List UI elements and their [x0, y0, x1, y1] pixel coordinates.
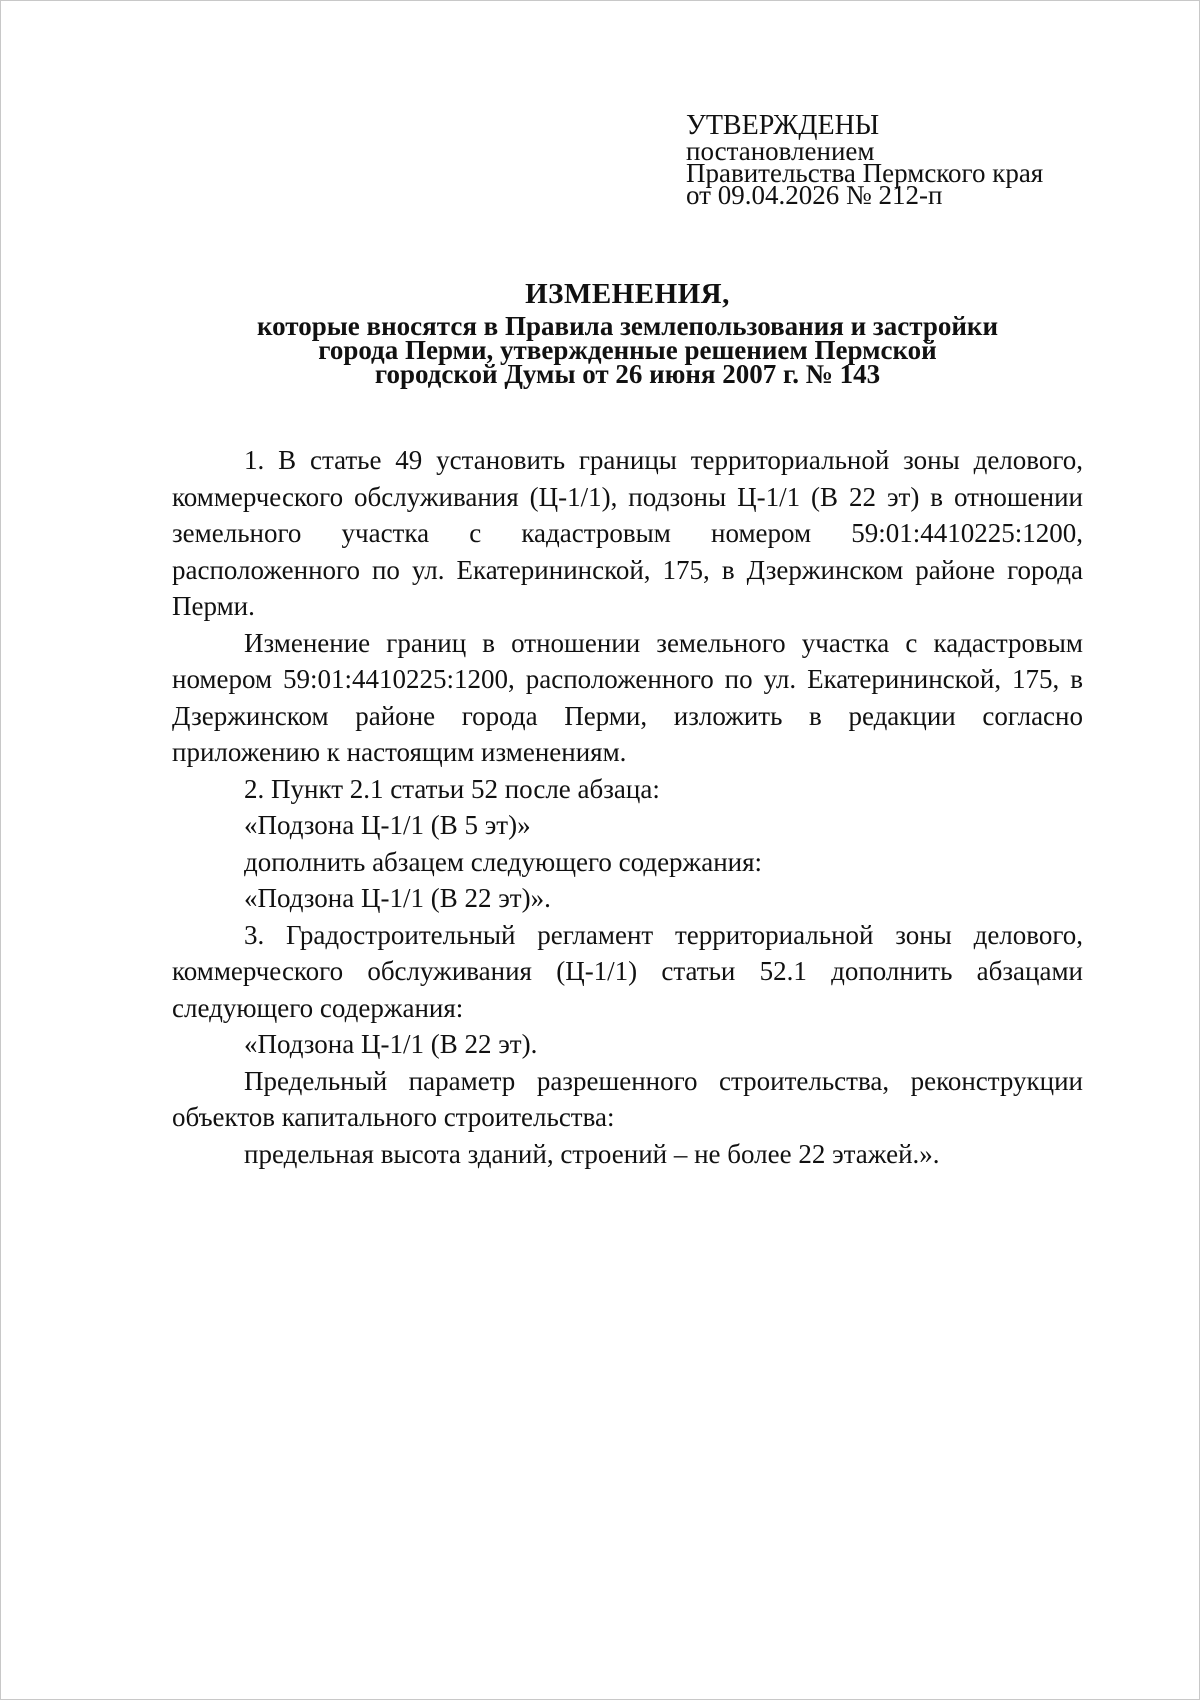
subtitle-line-1: которые вносятся в Правила землепользования и застройки	[256, 311, 999, 341]
paragraph-7: 3. Градостроительный регламент территориальной зоны делового, коммерческого обслуживания (Ц-1/1) статьи 52.1 дополнить абзацами следующего содержания:	[172, 919, 1083, 1023]
approval-line-2: Правительства Пермского края	[686, 158, 1044, 188]
subtitle-line-2: города Перми, утвержденные решением Пермской	[318, 335, 937, 365]
paragraph-6: «Подзона Ц-1/1 (В 22 эт)».	[244, 883, 551, 913]
approval-line-3: от 09.04.2026 № 212-п	[686, 180, 943, 210]
document-body	[172, 442, 1083, 1172]
approval-heading: УТВЕРЖДЕНЫ	[686, 110, 880, 141]
subtitle-line-3: городской Думы от 26 июня 2007 г. № 143	[374, 359, 881, 389]
paragraph-10: предельная высота зданий, строений – не более 22 этажей.».	[244, 1138, 940, 1169]
approval-stamp	[686, 110, 1106, 210]
paragraph-3: 2. Пункт 2.1 статьи 52 после абзаца:	[244, 773, 660, 804]
paragraph-4: «Подзона Ц-1/1 (В 5 эт)»	[244, 810, 531, 840]
approval-line-1: постановлением	[686, 136, 875, 166]
paragraph-1: 1. В статье 49 установить границы территориальной зоны делового, коммерческого обслуживания (Ц-1/1), подзоны Ц-1/1 (В 22 эт) в отношении земельного участка с кадастровым номером 59:01:4410225:1200, расположенного по ул. Екатерининской, 175, в Дзержинском районе города Перми.	[172, 445, 1083, 621]
paragraph-8: «Подзона Ц-1/1 (В 22 эт).	[244, 1029, 538, 1059]
document-subtitle	[170, 311, 1085, 389]
paragraph-5: дополнить абзацем следующего содержания:	[244, 846, 763, 877]
paragraph-2: Изменение границ в отношении земельного участка с кадастровым номером 59:01:4410225:1200, расположенного по ул. Екатерининской, 175, в Дзержинском районе города Перми, изложить в редакции согласно приложению к настоящим изменениям.	[172, 627, 1083, 767]
document-title: ИЗМЕНЕНИЯ,	[525, 278, 730, 310]
paragraph-9: Предельный параметр разрешенного строительства, реконструкции объектов капитального строительства:	[172, 1065, 1083, 1132]
